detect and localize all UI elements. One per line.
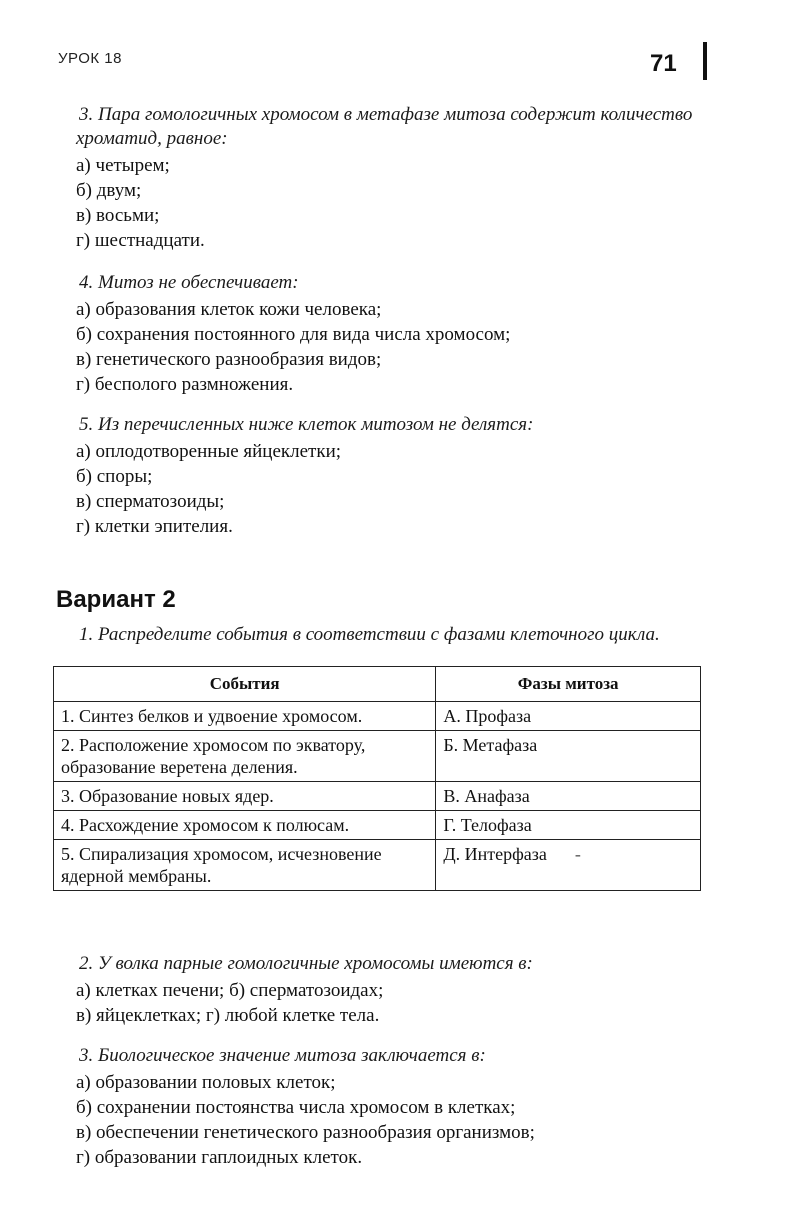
events-phases-table	[53, 666, 701, 891]
question-v2-3	[76, 1044, 736, 1170]
task-title: 1. Распределите события в соответствии с фазами клеточного цикла.	[79, 624, 660, 645]
question-option: б) сохранения постоянного для вида числа хромосом;	[76, 324, 511, 345]
table-row	[54, 702, 701, 731]
question-option: а) образовании половых клеток;	[76, 1072, 336, 1093]
event-cell: 2. Расположение хромосом по экватору, образование веретена деления.	[54, 731, 436, 782]
question-option: б) сохранении постоянства числа хромосом в клетках;	[76, 1097, 516, 1118]
variant2-task-1	[76, 623, 736, 649]
header-events: События	[54, 667, 436, 702]
question-title: 3. Биологическое значение митоза заключается в:	[79, 1045, 486, 1066]
header-bar-decoration	[703, 42, 707, 80]
question-option: а) четырем;	[76, 155, 170, 176]
question-option: в) генетического разнообразия видов;	[76, 349, 382, 370]
question-option: в) яйцеклетках; г) любой клетке тела.	[76, 1005, 380, 1026]
event-cell: 4. Расхождение хромосом к полюсам.	[54, 811, 436, 840]
table-row	[54, 840, 701, 891]
event-cell: 1. Синтез белков и удвоение хромосом.	[54, 702, 436, 731]
question-title: 3. Пара гомологичных хромосом в метафазе митоза содержит количество хроматид, равное:	[76, 104, 693, 149]
question-title: 4. Митоз не обеспечивает:	[79, 272, 299, 293]
question-option: а) оплодотворенные яйцеклетки;	[76, 441, 342, 462]
phase-cell: Б. Метафаза	[436, 731, 701, 782]
question-v2-2	[76, 952, 716, 1028]
lesson-label: УРОК 18	[58, 50, 122, 67]
question-option: в) обеспечении генетического разнообразия организмов;	[76, 1122, 535, 1143]
question-option: в) сперматозоиды;	[76, 491, 225, 512]
question-option: в) восьми;	[76, 205, 160, 226]
phase-cell: Г. Телофаза	[436, 811, 701, 840]
question-option: г) бесполого размножения.	[76, 374, 294, 395]
question-v1-5	[76, 413, 716, 539]
phase-cell: В. Анафаза	[436, 782, 701, 811]
event-cell: 3. Образование новых ядер.	[54, 782, 436, 811]
question-option: г) шестнадцати.	[76, 230, 205, 251]
header-phases: Фазы митоза	[436, 667, 701, 702]
variant-2-heading: Вариант 2	[56, 586, 176, 613]
question-option: а) клетках печени; б) сперматозоидах;	[76, 980, 384, 1001]
table-row	[54, 782, 701, 811]
phase-cell: А. Профаза	[436, 702, 701, 731]
question-title: 2. У волка парные гомологичные хромосомы имеются в:	[79, 953, 533, 974]
table-header-row	[54, 667, 701, 702]
question-option: б) споры;	[76, 466, 153, 487]
question-v1-3	[76, 103, 716, 253]
question-option: б) двум;	[76, 180, 142, 201]
question-title: 5. Из перечисленных ниже клеток митозом не делятся:	[79, 414, 534, 435]
page-number: 71	[650, 50, 677, 77]
table-row	[54, 811, 701, 840]
stray-mark: -	[574, 844, 581, 864]
table-row	[54, 731, 701, 782]
question-option: а) образования клеток кожи человека;	[76, 299, 382, 320]
question-v1-4	[76, 271, 716, 397]
event-cell: 5. Спирализация хромосом, исчезновение ядерной мембраны.	[54, 840, 436, 891]
phase-label: Д. Интерфаза	[443, 844, 547, 864]
question-option: г) образовании гаплоидных клеток.	[76, 1147, 363, 1168]
phase-cell	[436, 840, 701, 891]
question-option: г) клетки эпителия.	[76, 516, 233, 537]
